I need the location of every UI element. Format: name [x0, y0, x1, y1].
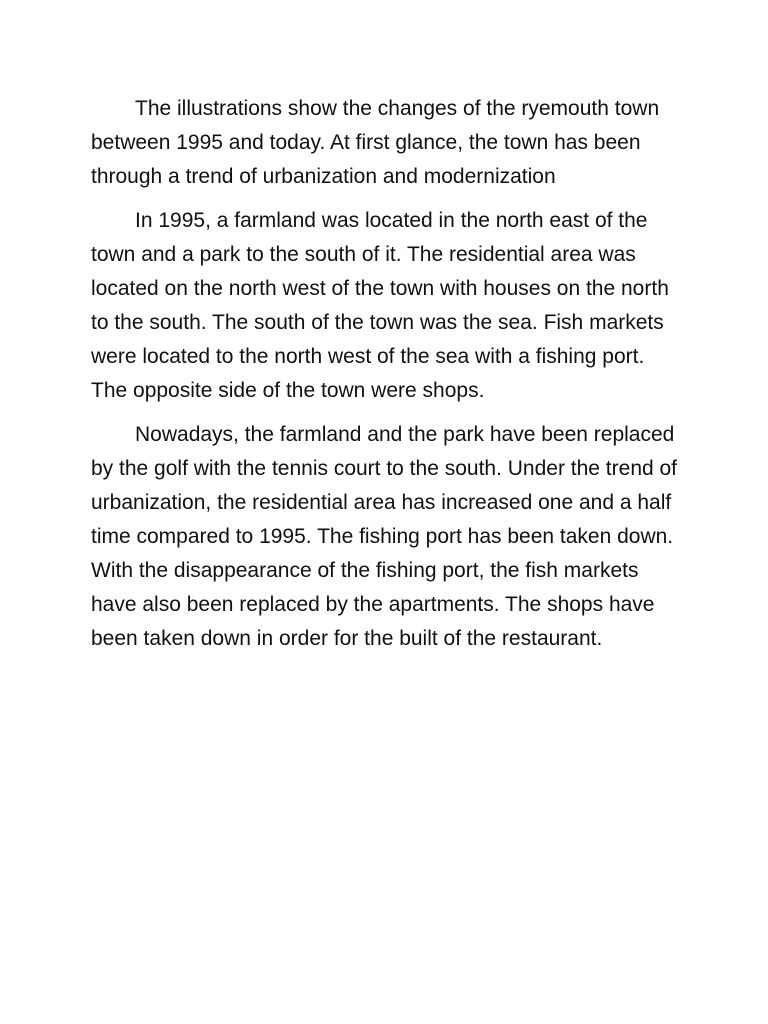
document-body — [91, 92, 681, 666]
paragraph-1995: In 1995, a farmland was located in the north east of the town and a park to the south of it. The residential area was located on the north west of the town with houses on the north to the south. The south of the town was the sea. Fish markets were located to the north west of the sea with a fishing port. The opposite side of the town were shops. — [91, 209, 669, 402]
paragraph-today: Nowadays, the farmland and the park have been replaced by the golf with the tennis court to the south. Under the trend of urbanization, the residential area has increased one and a half time compared to 1995. The fishing port has been taken down. With the disappearance of the fishing port, the fish markets have also been replaced by the apartments. The shops have been taken down in order for the built of the restaurant. — [91, 423, 678, 650]
paragraph-intro: The illustrations show the changes of the ryemouth town between 1995 and today. At first glance, the town has been through a trend of urbanization and modernization — [91, 97, 660, 188]
